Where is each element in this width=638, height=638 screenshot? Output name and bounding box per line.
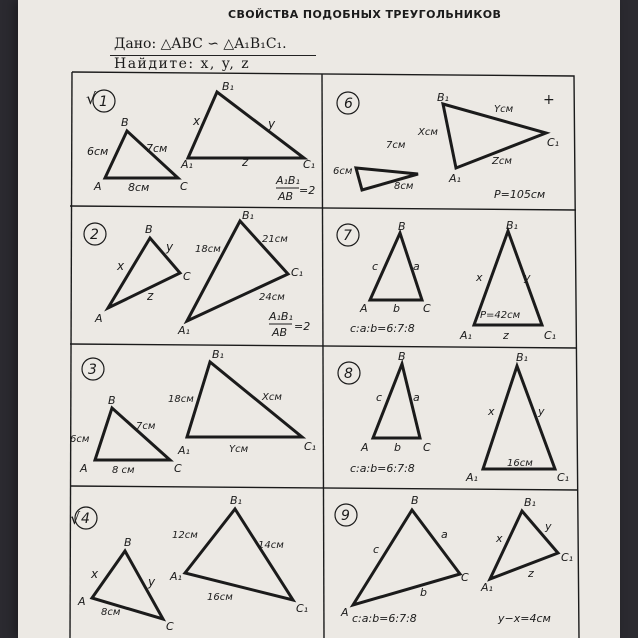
vertex-label: C₁ [561, 551, 574, 564]
side-label: 7см [146, 142, 168, 155]
side-label: 6см [333, 166, 353, 177]
vertex-label: A [361, 441, 369, 454]
problem-number: 7 [343, 228, 352, 244]
side-label: 7см [386, 140, 406, 151]
vertex-label: A [80, 462, 88, 475]
side-label: 8см [394, 181, 414, 192]
side-label: 7см [136, 421, 156, 432]
vertex-label: C [423, 302, 431, 315]
side-label: 8см [101, 607, 121, 618]
vertex-label: B₁ [242, 209, 254, 222]
problem-8 [338, 350, 569, 484]
checkmark: √ [70, 509, 81, 528]
vertex-label: A [95, 312, 103, 325]
side-label: y [538, 405, 545, 418]
ratio-denominator: AB [272, 326, 288, 339]
side-label: 18см [168, 394, 194, 405]
vertex-label: B [108, 394, 116, 407]
triangle-abc [95, 408, 170, 460]
vertex-label: B [398, 350, 406, 363]
side-label: 14см [258, 540, 284, 551]
vertex-label: B₁ [230, 494, 242, 507]
side-label: 6см [70, 434, 90, 445]
vertex-label: A₁ [178, 324, 190, 337]
vertex-label: C [166, 620, 174, 633]
side-label: y [545, 520, 552, 533]
side-label: Xсм [262, 392, 282, 403]
vertex-label: C₁ [303, 158, 316, 171]
vertex-label: C [180, 180, 188, 193]
perimeter-note: P=105см [494, 188, 546, 201]
vertex-label: B [124, 536, 132, 549]
ratio-value: =2 [299, 184, 316, 197]
problem-number: 9 [341, 508, 350, 524]
vertex-label: B [411, 494, 419, 507]
side-label: x [117, 259, 125, 273]
vertex-label: A [78, 595, 86, 608]
ratio-numerator: A₁B₁ [269, 310, 293, 323]
side-label: z [528, 567, 534, 580]
vertex-label: A₁ [466, 471, 478, 484]
vertex-label: C₁ [291, 266, 304, 279]
side-label: z [242, 155, 249, 169]
vertex-label: B [121, 116, 129, 129]
vertex-label: A₁ [460, 329, 472, 342]
problem-9 [335, 494, 573, 625]
side-label: 12см [172, 530, 198, 541]
vertex-label: A [94, 180, 102, 193]
problem-number: 6 [344, 96, 353, 112]
side-label: x [91, 567, 99, 581]
side-label: a [441, 528, 448, 541]
vertex-label: C₁ [544, 329, 557, 342]
vertex-label: B₁ [506, 219, 518, 232]
vertex-label: A₁ [170, 570, 182, 583]
side-label: y [166, 240, 174, 254]
vertex-label: C [423, 441, 431, 454]
vertex-label: A [360, 302, 368, 315]
side-label: b [394, 441, 401, 454]
side-label: Zсм [492, 156, 512, 167]
side-label: 6см [87, 145, 109, 158]
vertex-label: C [461, 571, 469, 584]
side-label: c [372, 260, 379, 273]
problem-7 [337, 219, 556, 342]
side-label: z [147, 289, 154, 303]
vertex-label: A₁ [481, 581, 493, 594]
side-label: Xсм [418, 127, 438, 138]
side-label: 8 см [112, 465, 135, 476]
ratio-denominator: AB [278, 190, 294, 203]
vertex-label: C₁ [296, 602, 309, 615]
vertex-label: B₁ [524, 496, 536, 509]
problem-2 [84, 209, 310, 339]
vertex-label: C [183, 270, 191, 283]
side-label: Yсм [229, 444, 249, 455]
side-label: z [503, 329, 509, 342]
triangle-a1b1c1 [188, 92, 304, 158]
side-label: 24см [259, 292, 285, 303]
side-label: x [496, 532, 503, 545]
problem-6 [333, 91, 559, 201]
problem-number: 1 [99, 94, 108, 110]
problem-number: 3 [88, 362, 97, 378]
problem-number: 8 [344, 366, 353, 382]
vertex-label: C₁ [304, 440, 317, 453]
vertex-label: B [398, 220, 406, 233]
side-label: 16см [507, 458, 533, 469]
ratio-note: c:a:b=6:7:8 [350, 462, 415, 475]
difference-note: y−x=4см [498, 612, 551, 625]
vertex-label: B₁ [516, 351, 528, 364]
side-label: b [393, 302, 400, 315]
side-label: x [193, 114, 201, 128]
side-label: 18см [195, 244, 221, 255]
problem-number: 2 [90, 227, 99, 243]
triangle-a1b1c1 [185, 509, 293, 600]
side-label: c [376, 391, 383, 404]
side-label: Yсм [494, 104, 514, 115]
side-label: 16см [207, 592, 233, 603]
vertex-label: B₁ [437, 91, 449, 104]
ratio-note: c:a:b=6:7:8 [350, 322, 415, 335]
vertex-label: B [145, 223, 153, 236]
triangle-abc [353, 510, 460, 605]
side-label: y [524, 271, 531, 284]
side-label: x [476, 271, 483, 284]
side-label: a [413, 391, 420, 404]
vertex-label: C [174, 462, 182, 475]
perimeter-label: P=42см [480, 310, 521, 321]
vertex-label: A [341, 606, 349, 619]
side-label: c [373, 543, 380, 556]
side-label: a [413, 260, 420, 273]
side-label: b [420, 586, 427, 599]
side-label: y [268, 117, 276, 131]
triangle-a1b1c1 [187, 362, 302, 437]
vertex-label: C₁ [557, 471, 570, 484]
ratio-note: c:a:b=6:7:8 [352, 612, 417, 625]
vertex-label: A₁ [449, 172, 461, 185]
ratio-value: =2 [294, 320, 311, 333]
side-label: 21см [262, 234, 288, 245]
side-label: x [488, 405, 495, 418]
vertex-label: B₁ [222, 80, 234, 93]
side-label: y [148, 575, 156, 589]
vertex-label: A₁ [178, 444, 190, 457]
given-statement: Дано: △ABC ∽ △A₁B₁C₁. [114, 36, 287, 52]
vertex-label: B₁ [212, 348, 224, 361]
page-title: СВОЙСТВА ПОДОБНЫХ ТРЕУГОЛЬНИКОВ [228, 8, 502, 21]
problem-4 [70, 494, 308, 633]
pencil-mark: + [543, 92, 555, 108]
find-statement: Найдите: x, y, z [114, 56, 251, 72]
problem-number: 4 [81, 511, 90, 527]
vertex-label: C₁ [547, 136, 560, 149]
problem-1 [86, 80, 315, 203]
vertex-label: A₁ [181, 158, 193, 171]
ratio-numerator: A₁B₁ [276, 174, 300, 187]
problem-3 [70, 348, 316, 476]
checkmark: √ [86, 89, 97, 108]
side-label: 8см [128, 181, 150, 194]
